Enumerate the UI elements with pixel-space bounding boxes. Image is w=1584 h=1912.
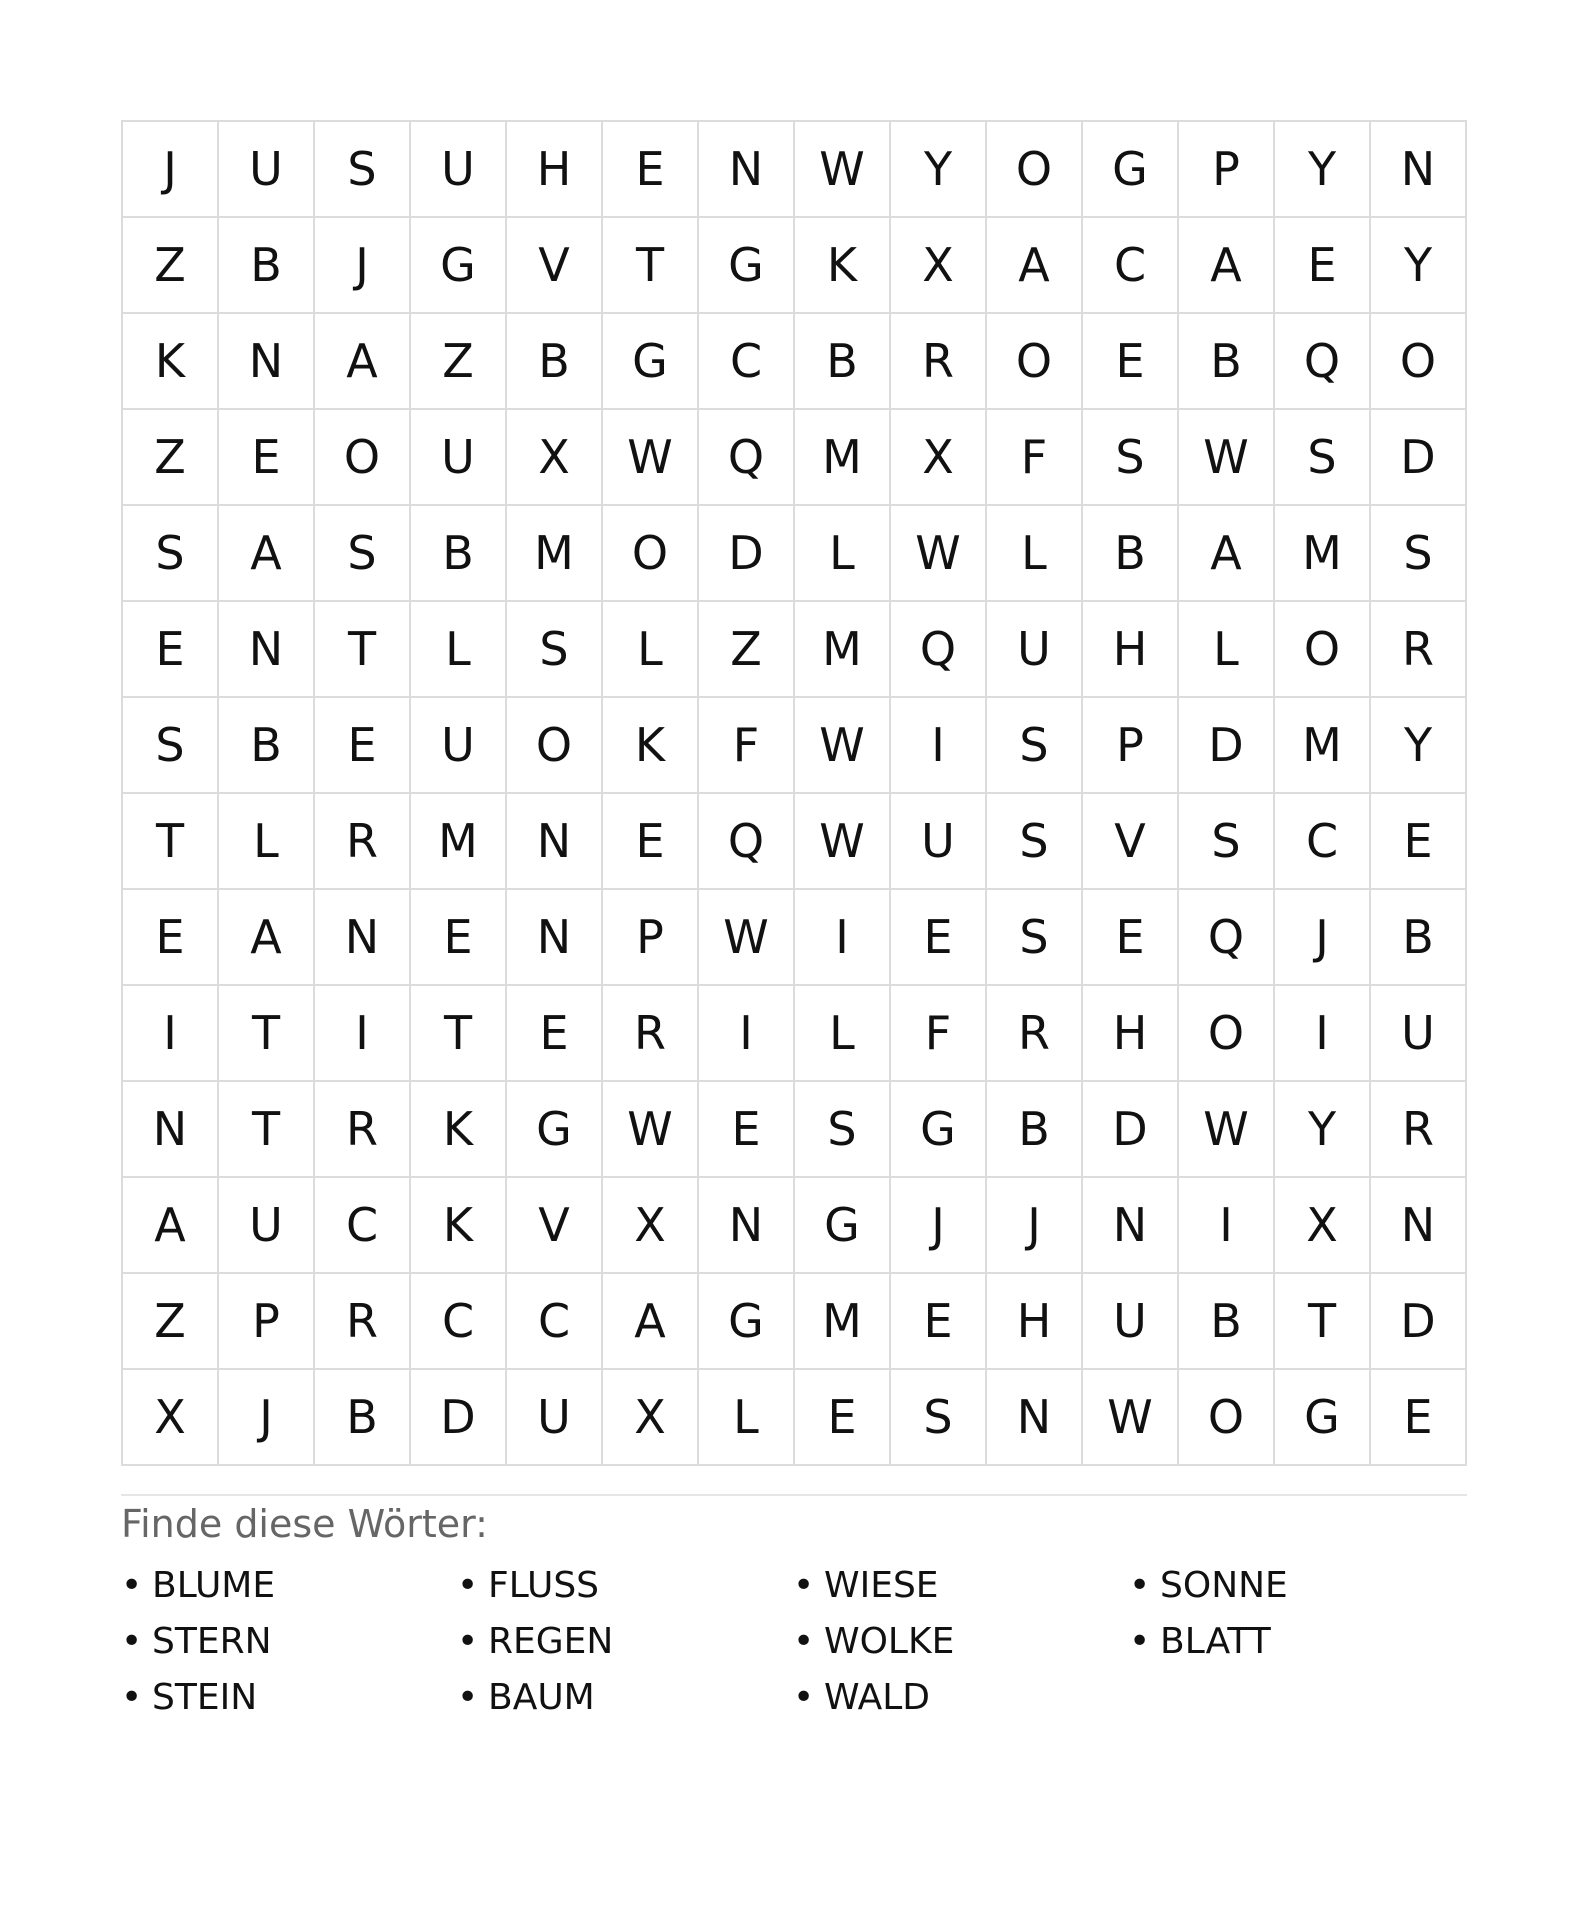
word-list-item bbox=[793, 1558, 1129, 1614]
grid-cell[interactable]: T bbox=[315, 602, 411, 698]
word-label: BLUME bbox=[152, 1565, 276, 1606]
grid-cell[interactable]: J bbox=[891, 1178, 987, 1274]
grid-cell[interactable]: C bbox=[699, 314, 795, 410]
word-list-item bbox=[457, 1558, 793, 1614]
grid-cell[interactable]: L bbox=[219, 794, 315, 890]
grid-cell[interactable]: E bbox=[795, 1370, 891, 1466]
grid-cell[interactable]: E bbox=[1275, 218, 1371, 314]
grid-cell[interactable]: E bbox=[603, 122, 699, 218]
grid-cell[interactable]: S bbox=[987, 698, 1083, 794]
grid-cell[interactable]: L bbox=[987, 506, 1083, 602]
grid-cell[interactable]: D bbox=[1083, 1082, 1179, 1178]
word-list bbox=[121, 1558, 1467, 1726]
grid-cell[interactable]: A bbox=[1179, 506, 1275, 602]
grid-cell[interactable]: L bbox=[699, 1370, 795, 1466]
grid-cell[interactable]: B bbox=[1371, 890, 1467, 986]
grid-cell[interactable]: S bbox=[795, 1082, 891, 1178]
grid-cell[interactable]: P bbox=[1083, 698, 1179, 794]
grid-cell[interactable]: P bbox=[1179, 122, 1275, 218]
grid-cell[interactable]: M bbox=[795, 410, 891, 506]
grid-cell[interactable]: U bbox=[1083, 1274, 1179, 1370]
grid-cell[interactable]: S bbox=[123, 698, 219, 794]
bullet-icon: • bbox=[1129, 1565, 1151, 1606]
grid-cell[interactable]: E bbox=[123, 890, 219, 986]
grid-cell[interactable]: Q bbox=[699, 410, 795, 506]
grid-cell[interactable]: G bbox=[699, 1274, 795, 1370]
word-list-item bbox=[457, 1670, 793, 1726]
word-list-item bbox=[1129, 1614, 1465, 1670]
grid-cell[interactable]: G bbox=[507, 1082, 603, 1178]
grid-cell[interactable]: U bbox=[411, 410, 507, 506]
grid-cell[interactable]: Z bbox=[123, 410, 219, 506]
grid-cell[interactable]: L bbox=[795, 506, 891, 602]
grid-cell[interactable]: N bbox=[699, 1178, 795, 1274]
grid-cell[interactable]: G bbox=[891, 1082, 987, 1178]
grid-cell[interactable]: T bbox=[411, 986, 507, 1082]
grid-cell[interactable]: G bbox=[699, 218, 795, 314]
grid-cell[interactable]: T bbox=[603, 218, 699, 314]
grid-cell[interactable]: J bbox=[315, 218, 411, 314]
grid-cell[interactable]: O bbox=[507, 698, 603, 794]
grid-cell[interactable]: T bbox=[219, 986, 315, 1082]
grid-cell[interactable]: X bbox=[123, 1370, 219, 1466]
bullet-icon: • bbox=[121, 1565, 143, 1606]
grid-cell[interactable]: W bbox=[1083, 1370, 1179, 1466]
grid-cell[interactable]: Y bbox=[891, 122, 987, 218]
grid-cell[interactable]: R bbox=[891, 314, 987, 410]
grid-cell[interactable]: U bbox=[891, 794, 987, 890]
grid-cell[interactable]: E bbox=[699, 1082, 795, 1178]
grid-cell[interactable]: S bbox=[123, 506, 219, 602]
grid-cell[interactable]: U bbox=[219, 1178, 315, 1274]
grid-cell[interactable]: E bbox=[507, 986, 603, 1082]
word-list-item bbox=[793, 1614, 1129, 1670]
grid-cell[interactable]: X bbox=[507, 410, 603, 506]
grid-cell[interactable]: S bbox=[891, 1370, 987, 1466]
grid-cell[interactable]: V bbox=[507, 218, 603, 314]
grid-cell[interactable]: Q bbox=[891, 602, 987, 698]
grid-cell[interactable]: R bbox=[603, 986, 699, 1082]
grid-cell[interactable]: D bbox=[699, 506, 795, 602]
grid-cell[interactable]: D bbox=[1179, 698, 1275, 794]
grid-cell[interactable]: B bbox=[315, 1370, 411, 1466]
grid-cell[interactable]: W bbox=[891, 506, 987, 602]
grid-cell[interactable]: W bbox=[603, 410, 699, 506]
grid-cell[interactable]: E bbox=[891, 1274, 987, 1370]
grid-cell[interactable]: M bbox=[1275, 506, 1371, 602]
word-label: FLUSS bbox=[488, 1565, 600, 1606]
grid-cell[interactable]: N bbox=[1083, 1178, 1179, 1274]
grid-cell[interactable]: U bbox=[507, 1370, 603, 1466]
grid-cell[interactable]: I bbox=[1179, 1178, 1275, 1274]
grid-cell[interactable]: S bbox=[1371, 506, 1467, 602]
grid-cell[interactable]: M bbox=[795, 1274, 891, 1370]
grid-cell[interactable]: D bbox=[411, 1370, 507, 1466]
grid-cell[interactable]: Q bbox=[1275, 314, 1371, 410]
grid-cell[interactable]: C bbox=[411, 1274, 507, 1370]
grid-cell[interactable]: J bbox=[123, 122, 219, 218]
grid-cell[interactable]: B bbox=[219, 218, 315, 314]
grid-cell[interactable]: T bbox=[219, 1082, 315, 1178]
bullet-icon: • bbox=[457, 1677, 479, 1718]
bullet-icon: • bbox=[121, 1621, 143, 1662]
grid-cell[interactable]: N bbox=[507, 890, 603, 986]
word-list-item bbox=[121, 1670, 457, 1726]
grid-cell[interactable]: R bbox=[315, 794, 411, 890]
grid-cell[interactable]: G bbox=[411, 218, 507, 314]
grid-cell[interactable]: S bbox=[507, 602, 603, 698]
grid-cell[interactable]: E bbox=[1083, 314, 1179, 410]
grid-cell[interactable]: C bbox=[1275, 794, 1371, 890]
grid-cell[interactable]: C bbox=[507, 1274, 603, 1370]
grid-cell[interactable]: F bbox=[891, 986, 987, 1082]
grid-cell[interactable]: A bbox=[603, 1274, 699, 1370]
word-label: STEIN bbox=[152, 1677, 258, 1718]
word-list-item bbox=[121, 1558, 457, 1614]
grid-cell[interactable]: Y bbox=[1371, 698, 1467, 794]
grid-cell[interactable]: A bbox=[987, 218, 1083, 314]
grid-cell[interactable]: N bbox=[219, 602, 315, 698]
grid-cell[interactable]: B bbox=[1179, 314, 1275, 410]
word-search-grid bbox=[121, 120, 1467, 1466]
grid-cell[interactable]: M bbox=[507, 506, 603, 602]
grid-cell[interactable]: Z bbox=[123, 1274, 219, 1370]
grid-cell[interactable]: P bbox=[603, 890, 699, 986]
grid-cell[interactable]: O bbox=[1275, 602, 1371, 698]
grid-cell[interactable]: H bbox=[987, 1274, 1083, 1370]
grid-cell[interactable]: X bbox=[603, 1370, 699, 1466]
grid-cell[interactable]: R bbox=[1371, 1082, 1467, 1178]
grid-cell[interactable]: E bbox=[891, 890, 987, 986]
word-label: STERN bbox=[152, 1621, 272, 1662]
grid-cell[interactable]: O bbox=[987, 122, 1083, 218]
grid-cell[interactable]: N bbox=[123, 1082, 219, 1178]
grid-cell[interactable]: L bbox=[795, 986, 891, 1082]
word-list-item bbox=[1129, 1558, 1465, 1614]
grid-cell[interactable]: W bbox=[795, 698, 891, 794]
grid-cell[interactable]: R bbox=[315, 1082, 411, 1178]
word-label: WALD bbox=[824, 1677, 931, 1718]
grid-cell[interactable]: O bbox=[603, 506, 699, 602]
grid-cell[interactable]: U bbox=[219, 122, 315, 218]
grid-cell[interactable]: E bbox=[411, 890, 507, 986]
grid-cell[interactable]: E bbox=[1371, 1370, 1467, 1466]
grid-cell[interactable]: L bbox=[1179, 602, 1275, 698]
grid-cell[interactable]: J bbox=[219, 1370, 315, 1466]
grid-cell[interactable]: O bbox=[315, 410, 411, 506]
grid-cell[interactable]: X bbox=[891, 410, 987, 506]
grid-cell[interactable]: Z bbox=[699, 602, 795, 698]
grid-cell[interactable]: E bbox=[123, 602, 219, 698]
grid-cell[interactable]: A bbox=[123, 1178, 219, 1274]
grid-cell[interactable]: I bbox=[1275, 986, 1371, 1082]
grid-cell[interactable]: V bbox=[1083, 794, 1179, 890]
grid-cell[interactable]: H bbox=[1083, 602, 1179, 698]
grid-cell[interactable]: X bbox=[891, 218, 987, 314]
grid-cell[interactable]: T bbox=[1275, 1274, 1371, 1370]
grid-cell[interactable]: K bbox=[603, 698, 699, 794]
grid-cell[interactable]: N bbox=[219, 314, 315, 410]
grid-cell[interactable]: Y bbox=[1275, 1082, 1371, 1178]
bullet-icon: • bbox=[121, 1677, 143, 1718]
grid-cell[interactable]: I bbox=[123, 986, 219, 1082]
grid-cell[interactable]: S bbox=[987, 794, 1083, 890]
grid-cell[interactable]: U bbox=[987, 602, 1083, 698]
grid-cell[interactable]: F bbox=[987, 410, 1083, 506]
grid-cell[interactable]: R bbox=[1371, 602, 1467, 698]
grid-cell[interactable]: X bbox=[1275, 1178, 1371, 1274]
grid-cell[interactable]: U bbox=[1371, 986, 1467, 1082]
grid-cell[interactable]: N bbox=[987, 1370, 1083, 1466]
grid-cell[interactable]: W bbox=[1179, 1082, 1275, 1178]
grid-cell[interactable]: B bbox=[1179, 1274, 1275, 1370]
word-label: BLATT bbox=[1160, 1621, 1271, 1662]
grid-cell[interactable]: I bbox=[315, 986, 411, 1082]
word-label: REGEN bbox=[488, 1621, 614, 1662]
grid-cell[interactable]: O bbox=[1179, 986, 1275, 1082]
bullet-icon: • bbox=[793, 1621, 815, 1662]
grid-cell[interactable]: M bbox=[795, 602, 891, 698]
grid-cell[interactable]: K bbox=[411, 1082, 507, 1178]
grid-cell[interactable]: Q bbox=[699, 794, 795, 890]
grid-cell[interactable]: N bbox=[507, 794, 603, 890]
grid-cell[interactable]: G bbox=[795, 1178, 891, 1274]
grid-cell[interactable]: N bbox=[315, 890, 411, 986]
grid-cell[interactable]: A bbox=[1179, 218, 1275, 314]
grid-cell[interactable]: E bbox=[1083, 890, 1179, 986]
grid-cell[interactable]: M bbox=[411, 794, 507, 890]
word-label: SONNE bbox=[1160, 1565, 1288, 1606]
grid-cell[interactable]: A bbox=[219, 890, 315, 986]
grid-cell[interactable]: G bbox=[603, 314, 699, 410]
bullet-icon: • bbox=[457, 1565, 479, 1606]
grid-cell[interactable]: Y bbox=[1275, 122, 1371, 218]
grid-cell[interactable]: H bbox=[507, 122, 603, 218]
grid-cell[interactable]: W bbox=[1179, 410, 1275, 506]
word-list-item bbox=[793, 1670, 1129, 1726]
grid-cell[interactable]: G bbox=[1083, 122, 1179, 218]
grid-cell[interactable]: I bbox=[891, 698, 987, 794]
grid-cell[interactable]: C bbox=[1083, 218, 1179, 314]
grid-cell[interactable]: W bbox=[699, 890, 795, 986]
grid-cell[interactable]: K bbox=[795, 218, 891, 314]
grid-cell[interactable]: L bbox=[411, 602, 507, 698]
grid-cell[interactable]: I bbox=[795, 890, 891, 986]
grid-cell[interactable]: W bbox=[795, 794, 891, 890]
grid-cell[interactable]: R bbox=[315, 1274, 411, 1370]
grid-cell[interactable]: Y bbox=[1371, 218, 1467, 314]
grid-cell[interactable]: W bbox=[795, 122, 891, 218]
grid-cell[interactable]: J bbox=[1275, 890, 1371, 986]
grid-cell[interactable]: S bbox=[1083, 410, 1179, 506]
divider bbox=[121, 1494, 1467, 1496]
grid-cell[interactable]: B bbox=[507, 314, 603, 410]
bullet-icon: • bbox=[793, 1565, 815, 1606]
grid-cell[interactable]: B bbox=[1083, 506, 1179, 602]
grid-cell[interactable]: X bbox=[603, 1178, 699, 1274]
word-list-item bbox=[457, 1614, 793, 1670]
grid-cell[interactable]: M bbox=[1275, 698, 1371, 794]
bullet-icon: • bbox=[1129, 1621, 1151, 1662]
grid-cell[interactable]: S bbox=[315, 122, 411, 218]
grid-cell[interactable]: S bbox=[987, 890, 1083, 986]
grid-cell[interactable]: B bbox=[219, 698, 315, 794]
grid-cell[interactable]: I bbox=[699, 986, 795, 1082]
grid-cell[interactable]: C bbox=[315, 1178, 411, 1274]
grid-cell[interactable]: V bbox=[507, 1178, 603, 1274]
grid-cell[interactable]: A bbox=[315, 314, 411, 410]
word-label: WIESE bbox=[824, 1565, 939, 1606]
grid-cell[interactable]: L bbox=[603, 602, 699, 698]
grid-cell[interactable]: O bbox=[1179, 1370, 1275, 1466]
grid-cell[interactable]: B bbox=[987, 1082, 1083, 1178]
grid-cell[interactable]: J bbox=[987, 1178, 1083, 1274]
grid-cell[interactable]: Q bbox=[1179, 890, 1275, 986]
grid-cell[interactable]: S bbox=[1275, 410, 1371, 506]
grid-cell[interactable]: D bbox=[1371, 410, 1467, 506]
grid-cell[interactable]: Z bbox=[123, 218, 219, 314]
grid-cell[interactable]: A bbox=[219, 506, 315, 602]
word-label: WOLKE bbox=[824, 1621, 955, 1662]
grid-cell[interactable]: B bbox=[411, 506, 507, 602]
grid-cell[interactable]: W bbox=[603, 1082, 699, 1178]
grid-cell[interactable]: E bbox=[1371, 794, 1467, 890]
grid-cell[interactable]: K bbox=[123, 314, 219, 410]
grid-cell[interactable]: O bbox=[1371, 314, 1467, 410]
grid-cell[interactable]: U bbox=[411, 122, 507, 218]
grid-cell[interactable]: D bbox=[1371, 1274, 1467, 1370]
grid-cell[interactable]: N bbox=[1371, 1178, 1467, 1274]
grid-cell[interactable]: N bbox=[699, 122, 795, 218]
grid-cell[interactable]: K bbox=[411, 1178, 507, 1274]
grid-cell[interactable]: N bbox=[1371, 122, 1467, 218]
grid-cell[interactable]: R bbox=[987, 986, 1083, 1082]
grid-cell[interactable]: S bbox=[315, 506, 411, 602]
word-list-title: Finde diese Wörter: bbox=[121, 1502, 488, 1546]
bullet-icon: • bbox=[457, 1621, 479, 1662]
grid-cell[interactable]: T bbox=[123, 794, 219, 890]
grid-cell[interactable]: G bbox=[1275, 1370, 1371, 1466]
word-label: BAUM bbox=[488, 1677, 595, 1718]
grid-cell[interactable]: Z bbox=[411, 314, 507, 410]
grid-cell[interactable]: H bbox=[1083, 986, 1179, 1082]
grid-cell[interactable]: E bbox=[603, 794, 699, 890]
grid-cell[interactable]: B bbox=[795, 314, 891, 410]
grid-cell[interactable]: S bbox=[1179, 794, 1275, 890]
grid-cell[interactable]: F bbox=[699, 698, 795, 794]
bullet-icon: • bbox=[793, 1677, 815, 1718]
grid-cell[interactable]: O bbox=[987, 314, 1083, 410]
grid-cell[interactable]: E bbox=[219, 410, 315, 506]
grid-cell[interactable]: E bbox=[315, 698, 411, 794]
word-list-item bbox=[121, 1614, 457, 1670]
grid-cell[interactable]: P bbox=[219, 1274, 315, 1370]
grid-cell[interactable]: U bbox=[411, 698, 507, 794]
